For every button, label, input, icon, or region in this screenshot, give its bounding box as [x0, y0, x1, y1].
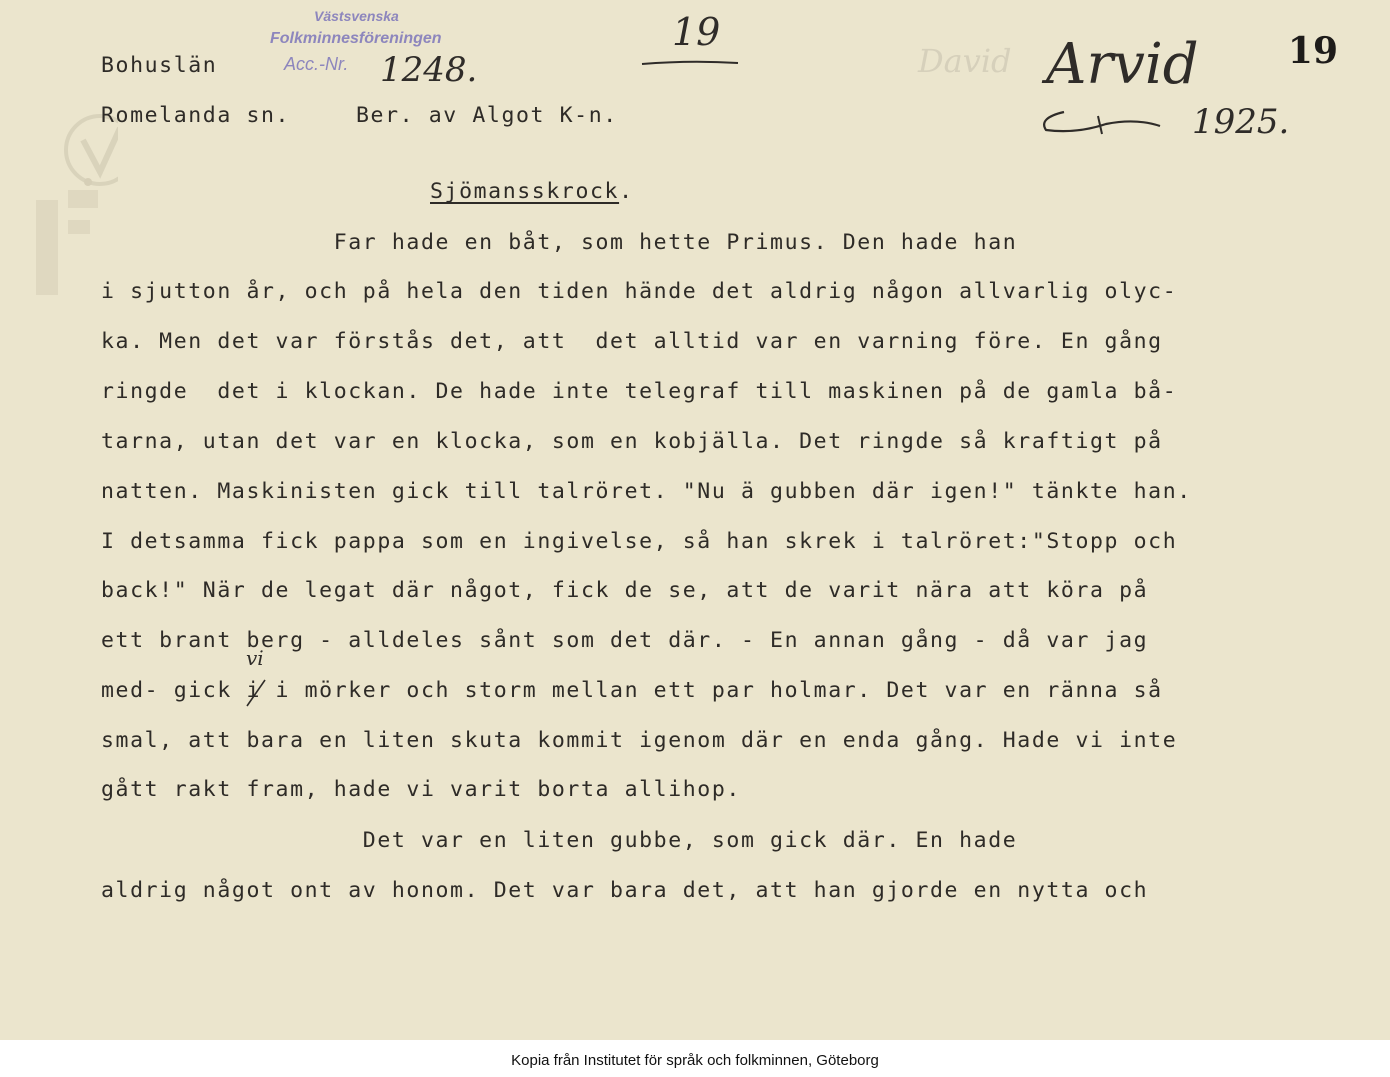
document-title-row	[430, 179, 634, 204]
accession-number: 1248.	[380, 50, 478, 90]
page-number: 19	[1287, 30, 1338, 72]
body-line: I detsamma fick pappa som en ingivelse, så han skrek i talröret:"Stopp och	[101, 529, 1178, 554]
stamp-org-line1: Västsvenska	[314, 8, 399, 24]
reporter-label: Ber. av Algot K-n.	[356, 103, 618, 128]
faint-name: David	[918, 42, 1012, 80]
collector-signature: Arvid	[1046, 32, 1199, 97]
body-line: tarna, utan det var en klocka, som en kobjälla. Det ringde så kraftigt på	[101, 429, 1163, 454]
body-line: ringde det i klockan. De hade inte telegraf till maskinen på de gamla bå-	[101, 379, 1178, 404]
body-line: smal, att bara en liten skuta kommit igenom där en enda gång. Hade vi inte	[101, 728, 1178, 753]
body-line: natten. Maskinisten gick till talröret. "Nu ä gubben där igen!" tänkte han.	[101, 479, 1192, 504]
body-line: aldrig något ont av honom. Det var bara det, att han gjorde en nytta och	[101, 878, 1149, 903]
body-line: gått rakt fram, hade vi varit borta allihop.	[101, 777, 741, 802]
region-label: Bohuslän	[101, 53, 218, 78]
inserted-correction: vi	[246, 646, 264, 670]
strike-mark	[243, 676, 269, 710]
body-line: ka. Men det var förstås det, att det alltid var en varning före. En gång	[101, 329, 1163, 354]
year: 1925.	[1192, 102, 1290, 142]
body-line: Far hade en båt, som hette Primus. Den hade han	[101, 230, 1018, 255]
body-line: i sjutton år, och på hela den tiden hände det aldrig någon allvarlig olyc-	[101, 279, 1178, 304]
body-line: ett brant berg - alldeles sånt som det där. - En annan gång - då var jag	[101, 628, 1149, 653]
parish-label: Romelanda sn.	[101, 103, 291, 128]
sheet-number-handwritten: 19	[672, 10, 721, 54]
title-period: .	[619, 179, 634, 204]
body-line: Det var en liten gubbe, som gick där. En hade	[101, 828, 1018, 853]
signature-flourish	[1036, 104, 1166, 144]
document-title: Sjömansskrock	[430, 179, 620, 204]
copy-footer: Kopia från Institutet för språk och folkminnen, Göteborg	[511, 1052, 879, 1069]
stamp-acc-label: Acc.-Nr.	[284, 54, 349, 74]
underline-stroke	[640, 58, 740, 68]
body-line: med- gick i i mörker och storm mellan ett par holmar. Det var en ränna så	[101, 678, 1163, 703]
stamp-org-line2: Folkminnesföreningen	[270, 30, 442, 47]
body-line: back!" När de legat där något, fick de se, att de varit nära att köra på	[101, 578, 1149, 603]
